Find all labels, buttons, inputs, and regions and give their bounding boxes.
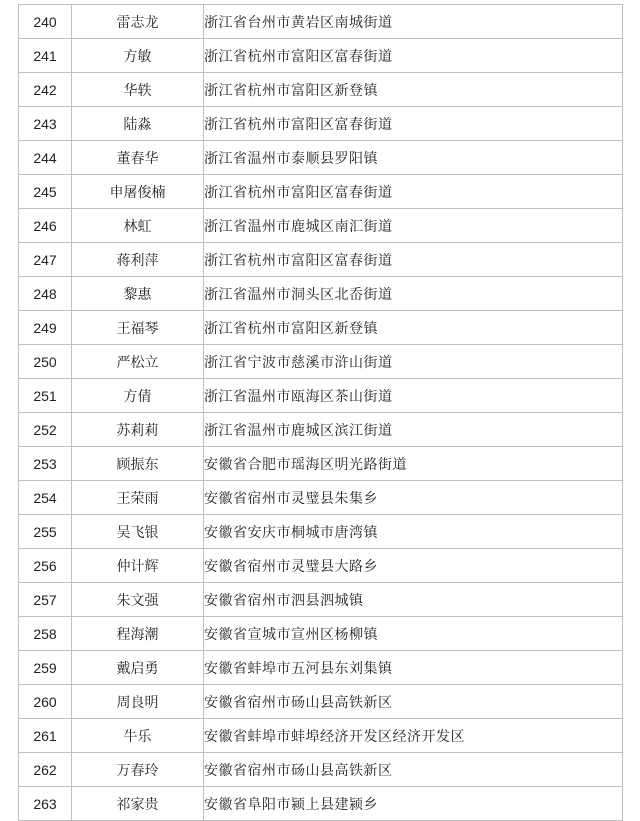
- address: 安徽省蚌埠市蚌埠经济开发区经济开发区: [204, 719, 623, 753]
- address: 安徽省宿州市砀山县高铁新区: [204, 753, 623, 787]
- person-name: 陆淼: [72, 107, 204, 141]
- address: 浙江省杭州市富阳区新登镇: [204, 73, 623, 107]
- table-row: [19, 345, 623, 379]
- table-row: [19, 549, 623, 583]
- row-number: 251: [19, 379, 72, 413]
- row-number: 241: [19, 39, 72, 73]
- address: 浙江省杭州市富阳区新登镇: [204, 311, 623, 345]
- person-name: 蒋利萍: [72, 243, 204, 277]
- address: 浙江省温州市瓯海区茶山街道: [204, 379, 623, 413]
- person-name: 黎惠: [72, 277, 204, 311]
- row-number: 252: [19, 413, 72, 447]
- table-row: [19, 481, 623, 515]
- person-name: 王福琴: [72, 311, 204, 345]
- address: 安徽省安庆市桐城市唐湾镇: [204, 515, 623, 549]
- person-name: 严松立: [72, 345, 204, 379]
- table-row: [19, 277, 623, 311]
- address: 浙江省杭州市富阳区富春街道: [204, 175, 623, 209]
- person-name: 顾振东: [72, 447, 204, 481]
- row-number: 249: [19, 311, 72, 345]
- address: 浙江省杭州市富阳区富春街道: [204, 107, 623, 141]
- row-number: 247: [19, 243, 72, 277]
- person-name: 方敏: [72, 39, 204, 73]
- person-name: 祁家贵: [72, 787, 204, 821]
- row-number: 261: [19, 719, 72, 753]
- row-number: 260: [19, 685, 72, 719]
- address: 浙江省温州市泰顺县罗阳镇: [204, 141, 623, 175]
- table-row: [19, 5, 623, 39]
- address: 浙江省温州市鹿城区南汇街道: [204, 209, 623, 243]
- person-name: 戴启勇: [72, 651, 204, 685]
- person-name: 牛乐: [72, 719, 204, 753]
- address: 安徽省宿州市灵璧县朱集乡: [204, 481, 623, 515]
- row-number: 244: [19, 141, 72, 175]
- table-row: [19, 107, 623, 141]
- row-number: 242: [19, 73, 72, 107]
- address: 安徽省蚌埠市五河县东刘集镇: [204, 651, 623, 685]
- person-name: 华轶: [72, 73, 204, 107]
- table-row: [19, 413, 623, 447]
- person-name: 程海潮: [72, 617, 204, 651]
- person-name: 林虹: [72, 209, 204, 243]
- row-number: 246: [19, 209, 72, 243]
- table-row: [19, 243, 623, 277]
- person-name: 苏莉莉: [72, 413, 204, 447]
- table-row: [19, 753, 623, 787]
- table-row: [19, 515, 623, 549]
- address: 安徽省宿州市灵璧县大路乡: [204, 549, 623, 583]
- address: 安徽省宿州市泗县泗城镇: [204, 583, 623, 617]
- table-row: [19, 311, 623, 345]
- table-row: [19, 447, 623, 481]
- table-row: [19, 39, 623, 73]
- person-name: 朱文强: [72, 583, 204, 617]
- person-name: 仲计辉: [72, 549, 204, 583]
- address: 安徽省阜阳市颍上县建颍乡: [204, 787, 623, 821]
- row-number: 255: [19, 515, 72, 549]
- person-name: 雷志龙: [72, 5, 204, 39]
- address: 安徽省合肥市瑶海区明光路街道: [204, 447, 623, 481]
- person-name: 申屠俊楠: [72, 175, 204, 209]
- row-number: 257: [19, 583, 72, 617]
- address: 浙江省杭州市富阳区富春街道: [204, 243, 623, 277]
- table-row: [19, 141, 623, 175]
- row-number: 259: [19, 651, 72, 685]
- row-number: 258: [19, 617, 72, 651]
- row-number: 254: [19, 481, 72, 515]
- row-number: 253: [19, 447, 72, 481]
- table-row: [19, 175, 623, 209]
- person-name: 董春华: [72, 141, 204, 175]
- table-row: [19, 73, 623, 107]
- person-name: 万春玲: [72, 753, 204, 787]
- address: 浙江省温州市洞头区北岙街道: [204, 277, 623, 311]
- address: 安徽省宣城市宣州区杨柳镇: [204, 617, 623, 651]
- row-number: 256: [19, 549, 72, 583]
- table-row: [19, 685, 623, 719]
- roster-table: [18, 4, 623, 821]
- table-row: [19, 379, 623, 413]
- person-name: 王荣雨: [72, 481, 204, 515]
- table-row: [19, 617, 623, 651]
- address: 浙江省温州市鹿城区滨江街道: [204, 413, 623, 447]
- person-name: 周良明: [72, 685, 204, 719]
- address: 浙江省杭州市富阳区富春街道: [204, 39, 623, 73]
- row-number: 240: [19, 5, 72, 39]
- row-number: 262: [19, 753, 72, 787]
- table-row: [19, 787, 623, 821]
- person-name: 方倩: [72, 379, 204, 413]
- table-row: [19, 651, 623, 685]
- row-number: 263: [19, 787, 72, 821]
- row-number: 250: [19, 345, 72, 379]
- address: 浙江省宁波市慈溪市浒山街道: [204, 345, 623, 379]
- address: 浙江省台州市黄岩区南城街道: [204, 5, 623, 39]
- table-row: [19, 719, 623, 753]
- table-row: [19, 583, 623, 617]
- row-number: 245: [19, 175, 72, 209]
- person-name: 吴飞银: [72, 515, 204, 549]
- roster-table-body: [19, 5, 623, 821]
- table-row: [19, 209, 623, 243]
- row-number: 248: [19, 277, 72, 311]
- address: 安徽省宿州市砀山县高铁新区: [204, 685, 623, 719]
- row-number: 243: [19, 107, 72, 141]
